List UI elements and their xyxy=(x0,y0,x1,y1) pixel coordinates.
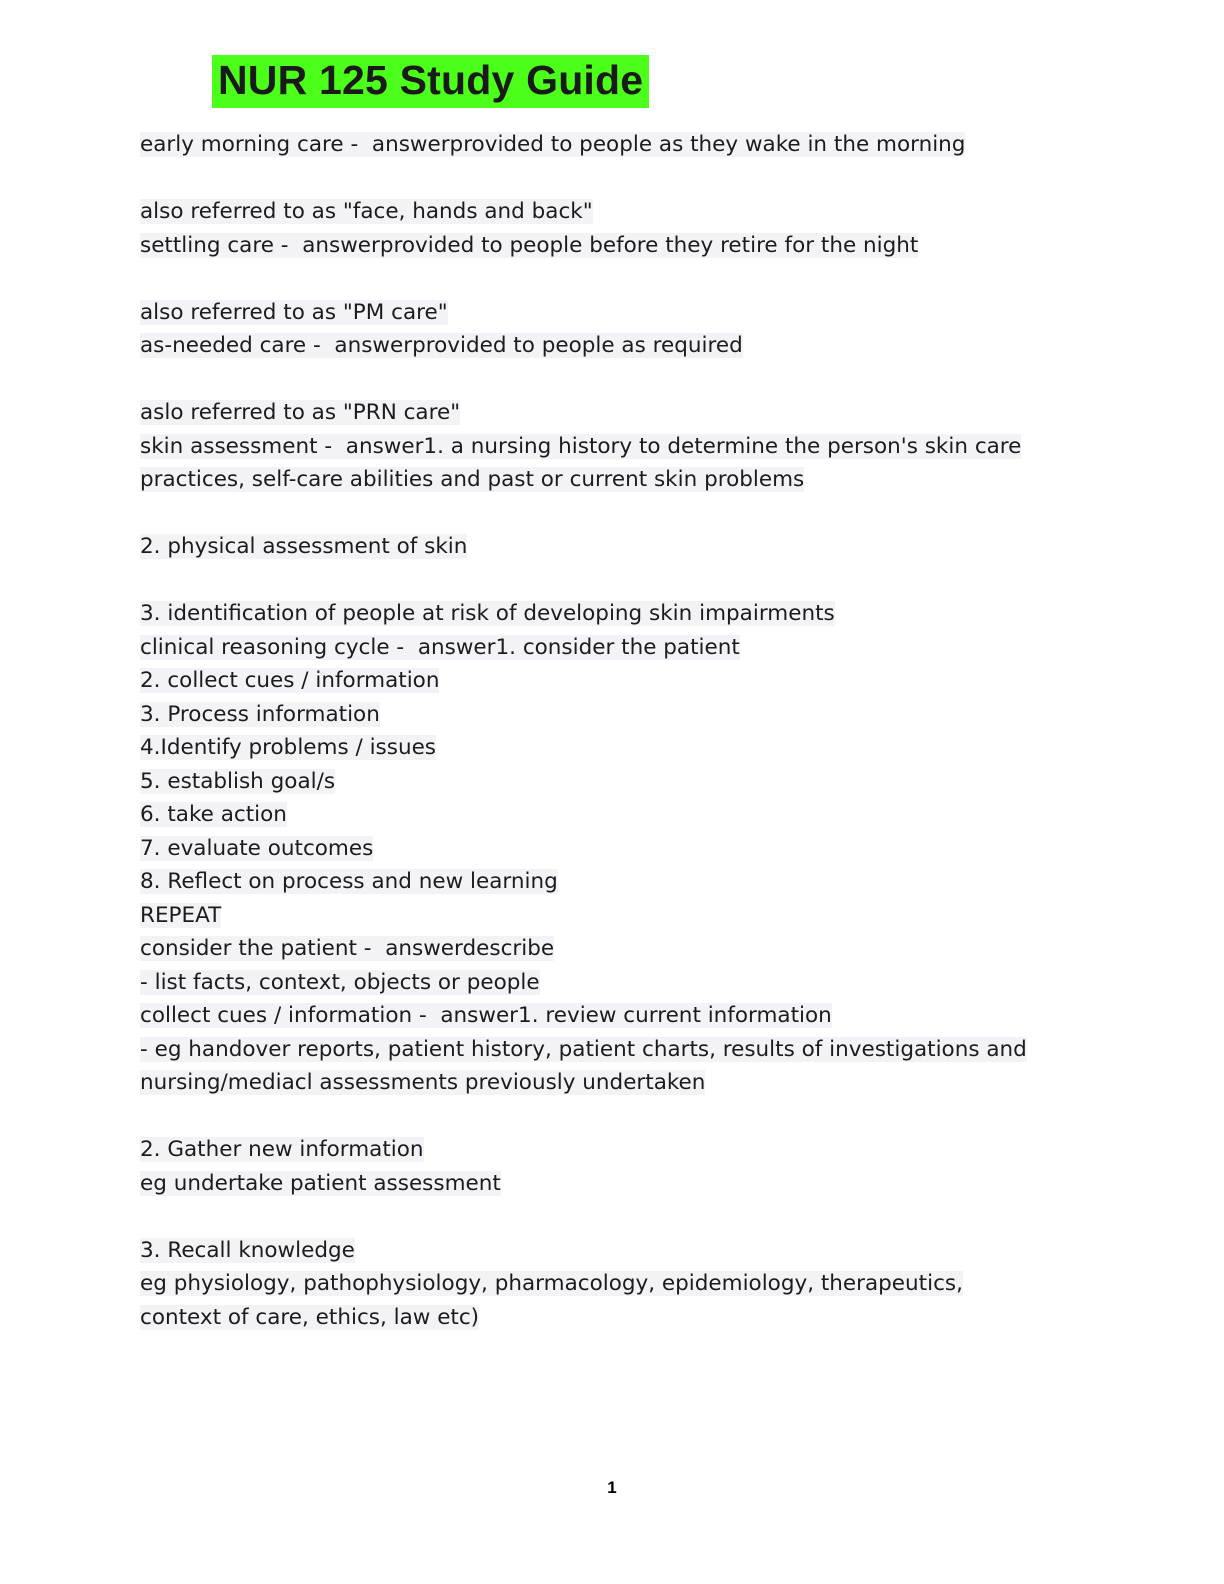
body-line-text: 3. identification of people at risk of developing skin impairments xyxy=(140,601,835,627)
body-line-blank xyxy=(140,262,1104,296)
page-number: 1 xyxy=(607,1478,617,1497)
body-line-blank xyxy=(140,497,1104,531)
body-line-text: 4.Identify problems / issues xyxy=(140,735,437,761)
body-line-text: 2. Gather new information xyxy=(140,1137,424,1163)
body-line-text: 2. collect cues / information xyxy=(140,668,440,694)
body-line xyxy=(140,899,1104,933)
document-body xyxy=(140,128,1104,1334)
body-line-blank xyxy=(140,363,1104,397)
body-line xyxy=(140,530,1104,564)
body-line-text: consider the patient - answerdescribe xyxy=(140,936,555,962)
body-line xyxy=(140,1033,1104,1067)
body-line xyxy=(140,195,1104,229)
body-line xyxy=(140,698,1104,732)
body-line xyxy=(140,999,1104,1033)
body-line xyxy=(140,128,1104,162)
body-line xyxy=(140,329,1104,363)
body-line-text: context of care, ethics, law etc) xyxy=(140,1304,480,1330)
body-line-blank xyxy=(140,564,1104,598)
body-line-blank xyxy=(140,162,1104,196)
body-line-text: eg physiology, pathophysiology, pharmacology, epidemiology, therapeutics, xyxy=(140,1271,963,1297)
body-line xyxy=(140,597,1104,631)
body-line-text: 5. establish goal/s xyxy=(140,768,336,794)
body-line-text: early morning care - answerprovided to people as they wake in the morning xyxy=(140,132,966,158)
body-line xyxy=(140,1234,1104,1268)
body-line-text: - eg handover reports, patient history, patient charts, results of investigations and xyxy=(140,1036,1027,1062)
body-line xyxy=(140,1301,1104,1335)
body-line xyxy=(140,463,1104,497)
body-line-text: nursing/mediacl assessments previously undertaken xyxy=(140,1070,706,1096)
body-line-text: 8. Reflect on process and new learning xyxy=(140,869,558,895)
body-line-text: 7. evaluate outcomes xyxy=(140,835,374,861)
body-line-text: eg undertake patient assessment xyxy=(140,1170,501,1196)
body-line xyxy=(140,966,1104,1000)
body-line xyxy=(140,664,1104,698)
body-line-text: aslo referred to as "PRN care" xyxy=(140,400,461,426)
body-line xyxy=(140,731,1104,765)
body-line xyxy=(140,1167,1104,1201)
body-line-text: 2. physical assessment of skin xyxy=(140,534,468,560)
body-line xyxy=(140,296,1104,330)
page-title: NUR 125 Study Guide xyxy=(212,55,649,108)
body-line xyxy=(140,832,1104,866)
body-line xyxy=(140,1133,1104,1167)
body-line-text: 3. Process information xyxy=(140,701,380,727)
body-line xyxy=(140,1066,1104,1100)
body-line xyxy=(140,765,1104,799)
body-line-text: collect cues / information - answer1. review current information xyxy=(140,1003,832,1029)
body-line-blank xyxy=(140,1100,1104,1134)
body-line-text: - list facts, context, objects or people xyxy=(140,969,540,995)
body-line-text: settling care - answerprovided to people before they retire for the night xyxy=(140,232,919,258)
body-line-text: 3. Recall knowledge xyxy=(140,1237,355,1263)
body-line-text: clinical reasoning cycle - answer1. consider the patient xyxy=(140,634,740,660)
body-line-text: practices, self-care abilities and past or current skin problems xyxy=(140,467,805,493)
body-line xyxy=(140,631,1104,665)
body-line xyxy=(140,865,1104,899)
body-line xyxy=(140,229,1104,263)
body-line-text: REPEAT xyxy=(140,902,222,928)
body-line-blank xyxy=(140,1200,1104,1234)
body-line-text: skin assessment - answer1. a nursing history to determine the person's skin care xyxy=(140,433,1022,459)
body-line xyxy=(140,932,1104,966)
body-line-text: also referred to as "face, hands and back" xyxy=(140,199,593,225)
body-line-text: also referred to as "PM care" xyxy=(140,299,448,325)
body-line-text: as-needed care - answerprovided to people as required xyxy=(140,333,743,359)
body-line xyxy=(140,430,1104,464)
body-line xyxy=(140,798,1104,832)
body-line xyxy=(140,1267,1104,1301)
body-line xyxy=(140,396,1104,430)
body-line-text: 6. take action xyxy=(140,802,287,828)
